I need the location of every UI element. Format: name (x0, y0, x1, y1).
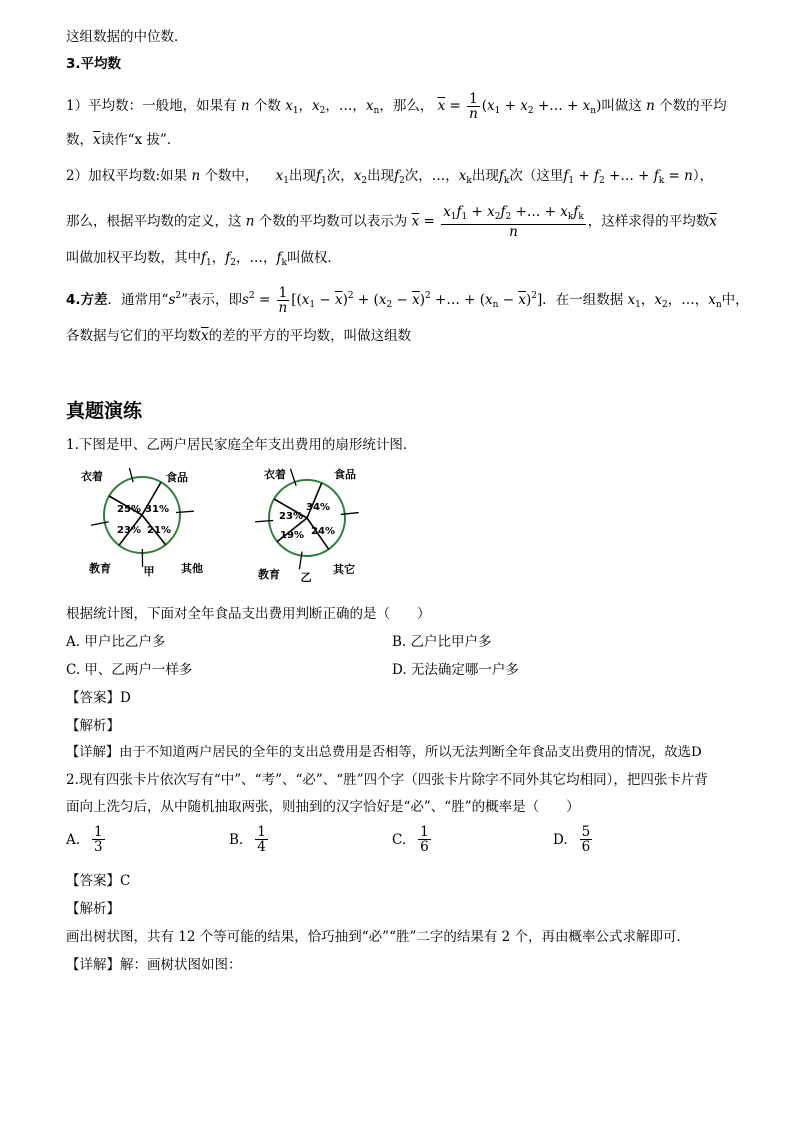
weighted-mean-line2: 那么，根据平均数的定义，这 n 个数的平均数可以表示为 $\overline{x}$ = $\frac{x_1f_1 + x_2f_2 +\dots + x_kf_k}{n}$ ，这样求得的平均数$\overline{x}$ (66, 204, 717, 240)
q2-detail: 【详解】解：画树状图如图： (66, 957, 242, 973)
pie-slice-label: 19% (280, 530, 304, 541)
pie-charts (0, 468, 794, 588)
mean-definition-line2: 数，$\overline{x}$读作“x 拔”． (66, 132, 181, 148)
q1-detail: 【详解】由于不知道两户居民的全年的支出总费用是否相等，所以无法判断全年食品支出费用的情况，故选D (66, 745, 702, 760)
pie-slice-label: 24% (311, 526, 335, 537)
q2-option-a[interactable]: A. $\frac{1}{3}$ (66, 824, 103, 855)
section-3-title: 3.平均数 (66, 56, 122, 72)
q2-option-c[interactable]: C. $\frac{1}{6}$ (392, 824, 429, 855)
pie-chart-2 (255, 468, 359, 584)
q2-answer: 【答案】C (66, 873, 131, 889)
q2-analysis-text: 画出树状图，共有 12 个等可能的结果，恰巧抽到“必”“胜”二字的结果有 2 个，再由概率公式求解即可． (66, 929, 691, 945)
q1-option-d[interactable]: D. 无法确定哪一户多 (392, 662, 519, 678)
pie-category-label: 其他 (181, 562, 203, 575)
mean-definition-line1: 1）平均数：一般地，如果有 n 个数 $x_1$，$x_2$，…，$x_n$，那么， $\overline{x}$ = $\frac{1}{n}$ ($x_1 + x_2$ +… + $x_n$)叫做这 n 个数的平均 (66, 91, 727, 122)
q1-option-c[interactable]: C. 甲、乙两户一样多 (66, 662, 193, 678)
practice-heading: 真题演练 (66, 400, 143, 422)
q1-option-a[interactable]: A. 甲户比乙户多 (66, 634, 166, 650)
q1-answer: 【答案】D (66, 690, 131, 706)
pie-category-label: 教育 (89, 562, 111, 575)
pie-slice-label: 34% (306, 502, 330, 513)
pie-slice-label: 31% (145, 504, 169, 515)
pie-slice-label: 23% (279, 511, 303, 522)
pie-slice-label: 23% (117, 525, 141, 536)
q1-question: 根据统计图，下面对全年食品支出费用判断正确的是（ ） (66, 606, 431, 622)
pie-chart-1 (81, 468, 203, 578)
q1-option-b[interactable]: B. 乙户比甲户多 (392, 634, 492, 650)
pie-category-label: 食品 (166, 471, 188, 484)
pie-title: 乙 (300, 571, 312, 584)
pie-category-label: 食品 (334, 468, 356, 481)
intro-text: 这组数据的中位数． (66, 29, 188, 45)
weighted-mean-line3: 叫做加权平均数，其中$f_1$，$f_2$，…，$f_k$叫做权． (66, 250, 341, 268)
q2-option-b[interactable]: B. $\frac{1}{4}$ (229, 824, 266, 855)
pie-category-label: 衣着 (81, 470, 103, 483)
pie-title: 甲 (143, 565, 155, 578)
q2-stem-line2: 面向上洗匀后，从中随机抽取两张，则抽到的汉字恰好是“必”、“胜”的概率是（ ） (66, 799, 580, 815)
pie-category-label: 教育 (258, 568, 280, 581)
pie-slice-label: 25% (117, 504, 141, 515)
q1-stem: 1.下图是甲、乙两户居民家庭全年支出费用的扇形统计图． (66, 437, 417, 453)
pie-category-label: 其它 (333, 563, 355, 576)
weighted-mean-line1: 2）加权平均数:如果 n 个数中， $x_1$出现$f_1$次，$x_2$出现$f_2$次，…，$x_k$出现$f_k$次（这里$f_1 + f_2$ +… + $f_k = n$）， (66, 168, 714, 186)
q1-analysis: 【解析】 (66, 718, 120, 734)
variance-line2: 各数据与它们的平均数$\overline{x}$的差的平方的平均数，叫做这组数 (66, 328, 412, 344)
q2-analysis: 【解析】 (66, 901, 120, 917)
variance-line1: 4.方差．通常用“$s^2$”表示，即$s^2$ = $\frac{1}{n}$ [$(x_1 - \overline{x})^2 + (x_2 - \overline{x})^2$ +… + $(x_n - \overline{x})^2$]．在一组数据 $x_1$，$x_2$，…，$x_n$中， (66, 285, 749, 316)
pie-category-label: 衣着 (264, 468, 286, 481)
q2-stem-line1: 2.现有四张卡片依次写有“中”、“考”、“必”、“胜”四个字（四张卡片除字不同外其它均相同），把四张卡片背 (66, 772, 708, 788)
pie-slice-label: 21% (147, 525, 171, 536)
q2-option-d[interactable]: D. $\frac{5}{6}$ (553, 824, 591, 855)
